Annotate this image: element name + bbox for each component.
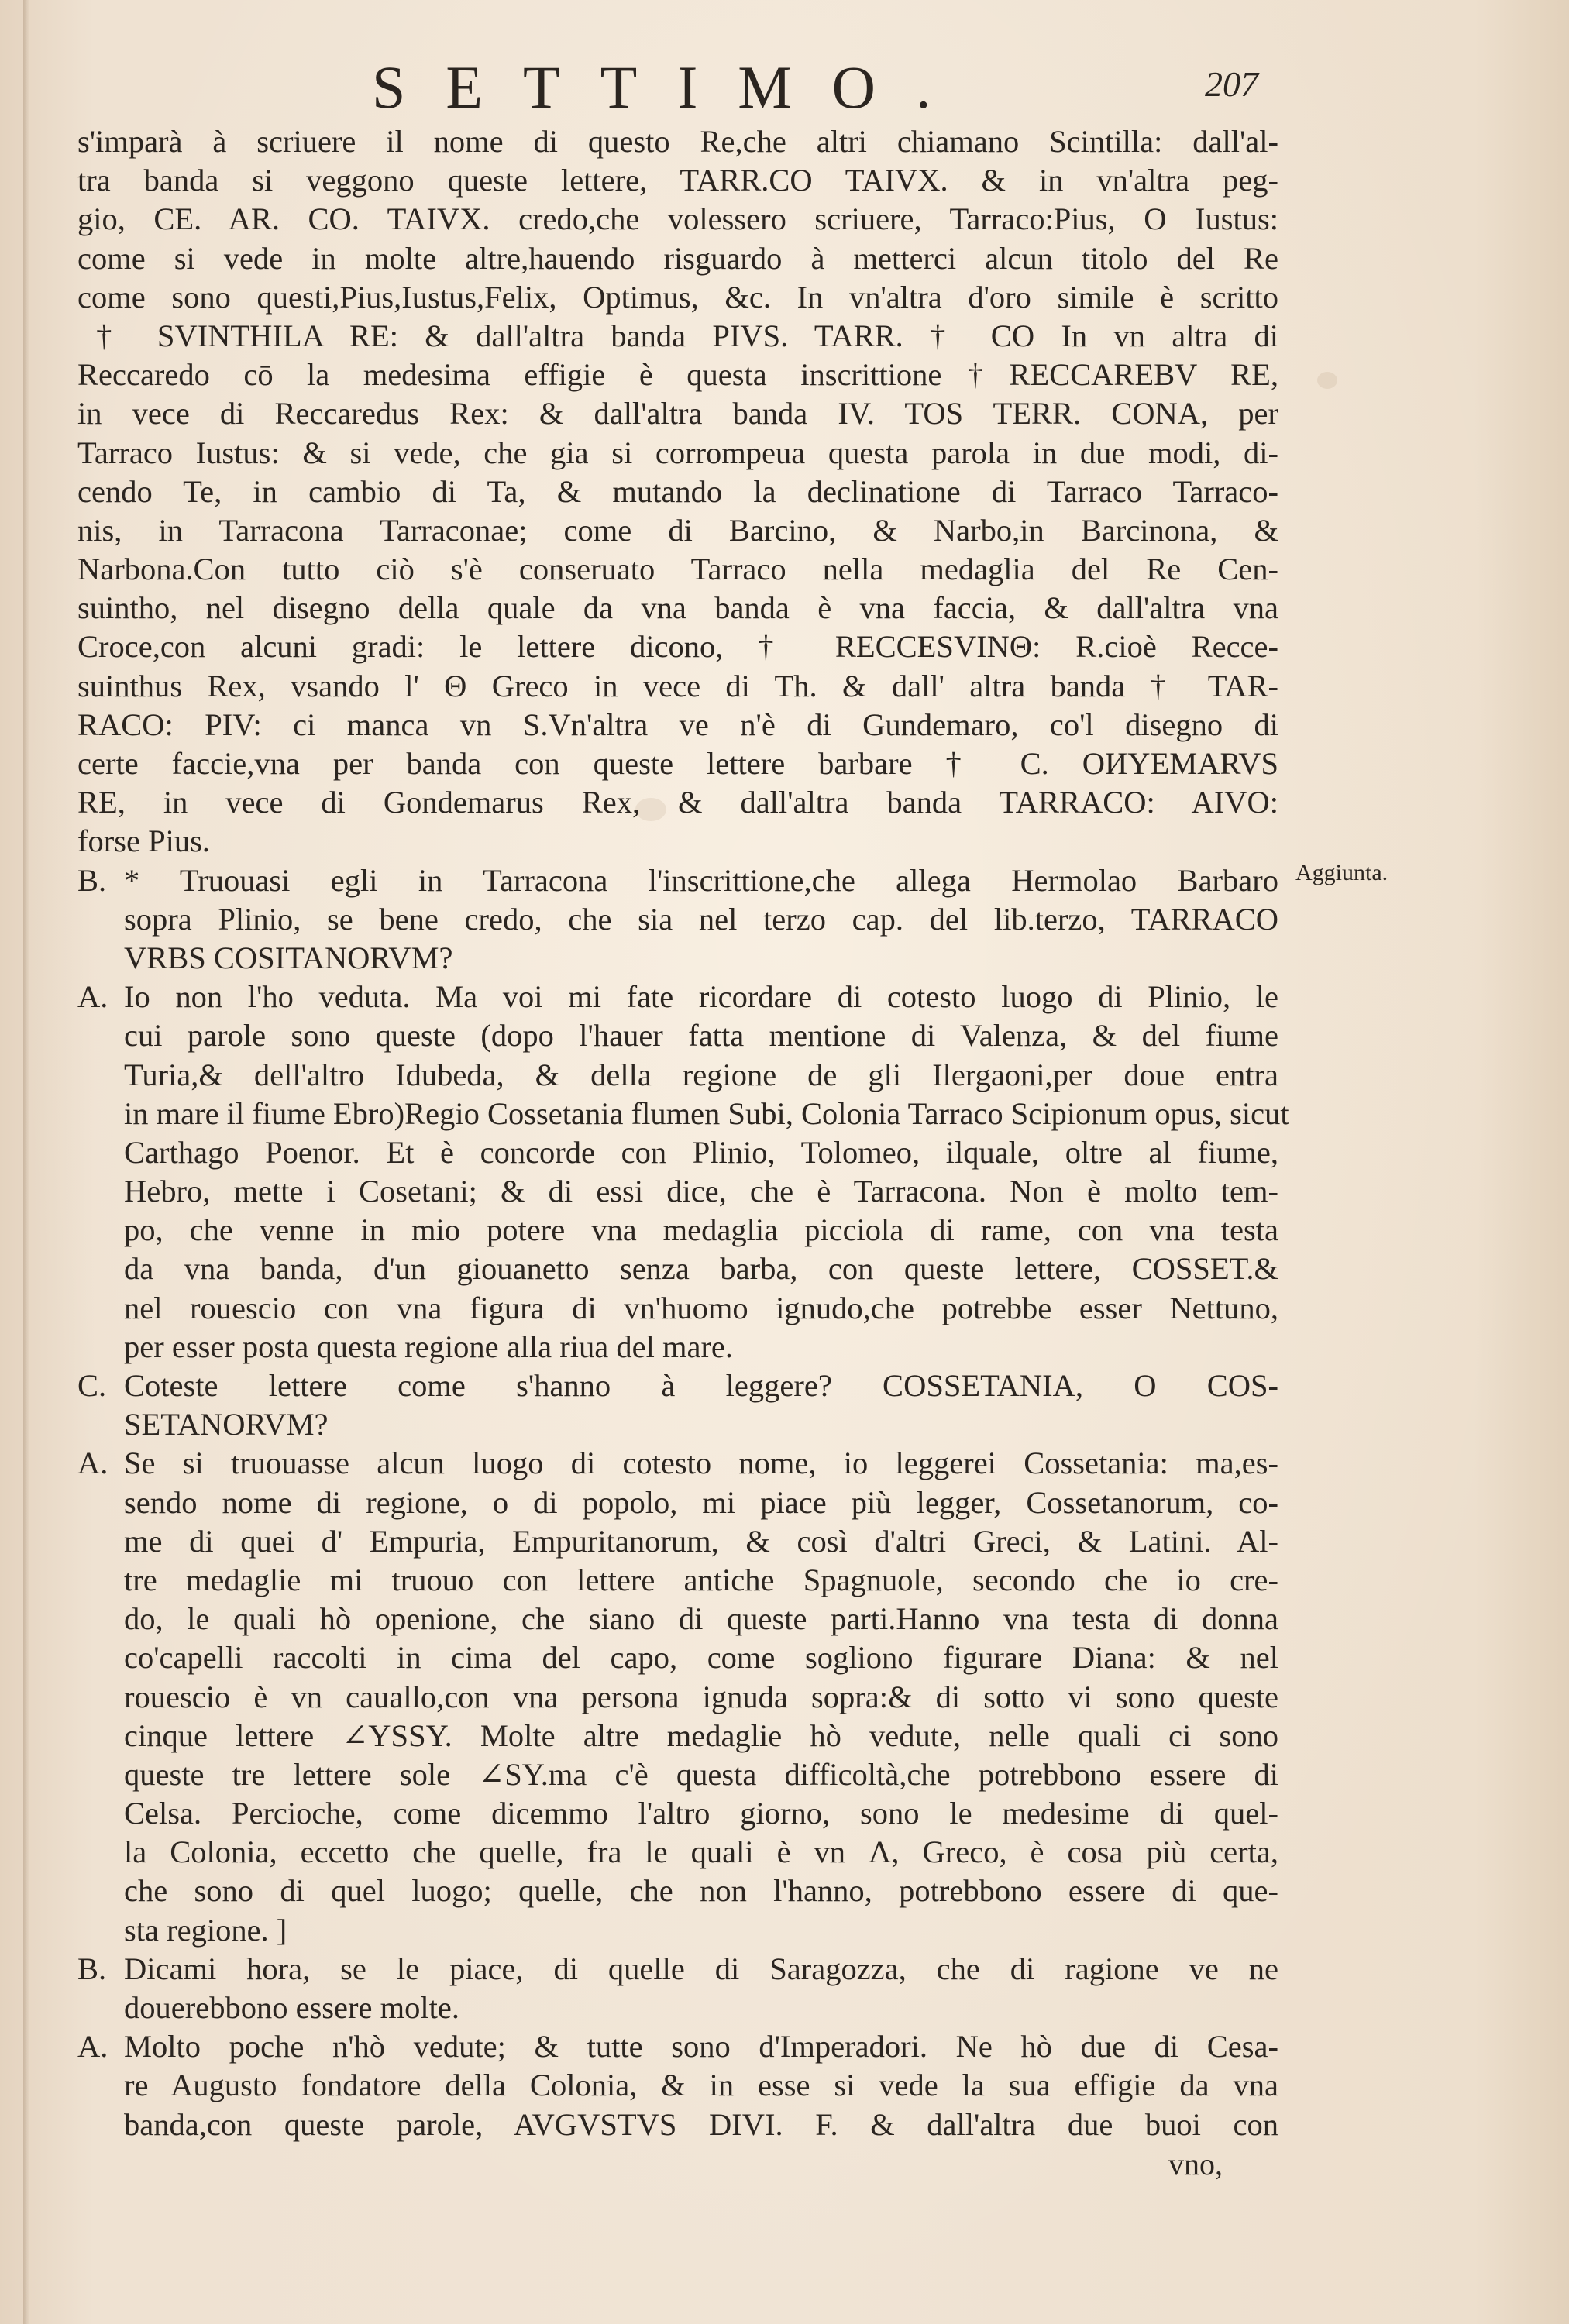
text-line <box>77 627 1278 666</box>
text-line <box>77 1872 1278 1910</box>
text-line <box>77 1444 1278 1483</box>
text-line <box>77 822 1278 861</box>
line-text: gio, CE. AR. CO. TAIVX. credo,che volessero scriuere, Tarraco:Pius, O Iustus: <box>77 201 1278 237</box>
line-text: Molto poche n'hò vedute; & tutte sono d'Imperadori. Ne hò due di Cesa- <box>124 2029 1278 2064</box>
line-text: suinthus Rex, vsando l' Θ Greco in vece di Th. & dall' altra banda † TAR- <box>77 668 1278 703</box>
page-number: 207 <box>1205 64 1258 104</box>
line-text: tre medaglie mi truouo con lettere antiche Spagnuole, secondo che io cre- <box>124 1562 1278 1597</box>
text-line <box>77 122 1278 161</box>
line-text: do, le quali hò openione, che siano di queste parti.Hanno vna testa di donna <box>124 1601 1278 1637</box>
text-line <box>77 239 1278 278</box>
text-line <box>77 1755 1278 1794</box>
line-text: re Augusto fondatore della Colonia, & in esse si vede la sua effigie da vna <box>124 2068 1278 2103</box>
line-text: s'imparà à scriuere il nome di questo Re,che altri chiamano Scintilla: dall'al- <box>77 124 1278 159</box>
text-line <box>77 511 1278 550</box>
text-line <box>77 706 1278 744</box>
line-text: douerebbono essere molte. <box>124 1990 459 2025</box>
line-text: sendo nome di regione, o di popolo, mi piace più legger, Cossetanorum, co- <box>124 1484 1278 1520</box>
text-line <box>77 1289 1278 1328</box>
line-text: Croce,con alcuni gradi: le lettere dicono, † RECCESVINΘ: R.cioè Recce- <box>77 629 1278 665</box>
line-text: la Colonia, eccetto che quelle, fra le quali è vn Λ, Greco, è cosa più certa, <box>124 1834 1278 1870</box>
line-text: cinque lettere ∠YSSY. Molte altre medaglie hò vedute, nelle quali ci sono <box>124 1717 1278 1753</box>
speaker-label: B. <box>77 1951 107 1986</box>
text-line <box>77 667 1278 706</box>
text-line <box>77 394 1278 433</box>
text-line <box>77 900 1278 939</box>
line-text: po, che venne in mio potere vna medaglia picciola di rame, con vna testa <box>124 1212 1278 1248</box>
text-line <box>77 1211 1278 1250</box>
text-line <box>77 1016 1278 1055</box>
text-line <box>77 550 1278 589</box>
text-line <box>77 1561 1278 1600</box>
text-line <box>77 200 1278 239</box>
text-line <box>77 589 1278 627</box>
line-text: Reccaredo cō la medesima effigie è questa inscrittione†RECCAREBV RE, <box>77 357 1278 393</box>
line-text: sopra Plinio, se bene credo, che sia nel terzo cap. del lib.terzo, TARRACO <box>124 901 1278 937</box>
line-text: che sono di quel luogo; quelle, che non l'hanno, potrebbono essere di que- <box>124 1873 1278 1909</box>
line-text: Se si truouasse alcun luogo di cotesto nome, io leggerei Cossetania: ma,es- <box>124 1446 1278 1481</box>
line-text: Tarraco Iustus: & si vede, che gia si corrompeua questa parola in due modi, di- <box>77 435 1278 470</box>
line-text: come si vede in molte altre,hauendo risguardo à metterci alcun titolo del Re <box>77 240 1278 276</box>
text-line <box>77 2066 1278 2105</box>
text-line <box>77 1250 1278 1288</box>
line-text: co'capelli raccolti in cima del capo, come sogliono figurare Diana: & nel <box>124 1640 1278 1676</box>
line-text: cui parole sono queste (dopo l'hauer fatta mentione di Valenza, & del fiume <box>124 1018 1278 1054</box>
line-text: † SVINTHILA RE: & dall'altra banda PIVS. TARR. † CO In vn altra di <box>77 318 1278 353</box>
speaker-label: C. <box>77 1368 107 1403</box>
text-line <box>77 783 1278 822</box>
text-line <box>77 1133 1278 1172</box>
line-text: Celsa. Percioche, come dicemmo l'altro giorno, sono le medesime di quel- <box>124 1796 1278 1831</box>
text-line <box>77 1328 1278 1367</box>
text-line <box>77 1405 1278 1444</box>
line-text: RACO: PIV: ci manca vn S.Vn'altra ve n'è di Gundemaro, co'l disegno di <box>77 706 1278 742</box>
line-text: sta regione. ] <box>124 1912 287 1948</box>
line-text: come sono questi,Pius,Iustus,Felix, Optimus, &c. In vn'altra d'oro simile è scritto <box>77 279 1278 315</box>
line-text: nis, in Tarracona Tarraconae; come di Barcino, & Narbo,in Barcinona, & <box>77 512 1278 548</box>
line-text: suintho, nel disegno della quale da vna banda è vna faccia, & dall'altra vna <box>77 590 1278 626</box>
text-line <box>77 317 1278 356</box>
text-line <box>77 861 1278 900</box>
line-text: Hebro, mette i Cosetani; & di essi dice, che è Tarracona. Non è molto tem- <box>124 1174 1278 1209</box>
line-text: rouescio è vn cauallo,con vna persona ignuda sopra:& di sotto vi sono queste <box>124 1679 1278 1714</box>
speaker-label: B. <box>77 862 107 898</box>
line-text: Narbona.Con tutto ciò s'è conseruato Tarraco nella medaglia del Re Cen- <box>77 552 1278 587</box>
text-line <box>77 1717 1278 1755</box>
line-text: me di quei d' Empuria, Empuritanorum, & così d'altri Greci, & Latini. Al- <box>124 1523 1278 1559</box>
line-text: Turia,& dell'altro Idubeda, & della regione de gli Ilergaoni,per doue entra <box>124 1057 1278 1092</box>
line-text: Carthago Poenor. Et è concorde con Plinio, Tolomeo, ilquale, oltre al fiume, <box>124 1134 1278 1170</box>
line-text: nel rouescio con vna figura di vn'huomo ignudo,che potrebbe esser Nettuno, <box>124 1290 1278 1325</box>
text-line <box>77 1367 1278 1405</box>
line-text: certe faccie,vna per banda con queste lettere barbare † C. OИYEMARVS <box>77 746 1278 781</box>
paper-stain <box>1317 372 1337 389</box>
text-line <box>77 939 1278 978</box>
text-line <box>77 978 1278 1016</box>
text-line <box>77 1522 1278 1561</box>
running-head: SETTIMO. <box>372 53 972 121</box>
line-text: Coteste lettere come s'hanno à leggere? COSSETANIA, O COS- <box>124 1368 1278 1403</box>
speaker-label: A. <box>77 2029 108 2064</box>
text-line <box>77 1483 1278 1522</box>
text-line <box>77 1911 1278 1950</box>
text-line <box>77 278 1278 317</box>
line-text: RE, in vece di Gondemarus Rex, & dall'altra banda TARRACO: AIVO: <box>77 785 1278 820</box>
text-line <box>77 1095 1289 1133</box>
catchword: vno, <box>1168 2147 1223 2181</box>
text-line <box>77 356 1278 394</box>
text-line <box>77 1989 1278 2027</box>
text-line <box>77 1833 1278 1872</box>
text-line <box>77 1056 1278 1095</box>
line-text: da vna banda, d'un giouanetto senza barba, con queste lettere, COSSET.& <box>124 1251 1278 1287</box>
text-line <box>77 161 1278 200</box>
line-text: banda,con queste parole, AVGVSTVS DIVI. F. & dall'altra due buoi con <box>124 2106 1278 2142</box>
line-text: in vece di Reccaredus Rex: & dall'altra banda IV. TOS TERR. CONA, per <box>77 396 1278 431</box>
line-text: Io non l'ho veduta. Ma voi mi fate ricordare di cotesto luogo di Plinio, le <box>124 979 1278 1015</box>
line-text: queste tre lettere sole ∠SY.ma c'è questa difficoltà,che potrebbono essere di <box>124 1756 1278 1792</box>
text-line <box>77 2106 1278 2144</box>
text-line <box>77 434 1278 473</box>
text-line <box>77 2027 1278 2066</box>
line-text: * Truouasi egli in Tarracona l'inscrittione,che allega Hermolao Barbaro <box>124 862 1278 898</box>
text-line <box>77 1172 1278 1211</box>
text-line <box>77 1950 1278 1989</box>
page-gutter-shadow <box>23 0 29 2324</box>
line-text: per esser posta questa regione alla riua del mare. <box>124 1329 734 1364</box>
text-line <box>77 744 1278 783</box>
line-text: SETANORVM? <box>124 1407 329 1442</box>
line-text: tra banda si veggono queste lettere, TARR.CO TAIVX. & in vn'altra peg- <box>77 163 1278 198</box>
line-text: VRBS COSITANORVM? <box>124 940 453 975</box>
line-text: in mare il fiume Ebro)Regio Cossetania flumen Subi, Colonia Tarraco Scipionum opus, sicut <box>124 1095 1289 1131</box>
line-text: cendo Te, in cambio di Ta, & mutando la declinatione di Tarraco Tarraco- <box>77 473 1278 509</box>
speaker-label: A. <box>77 979 108 1015</box>
text-line <box>77 1794 1278 1833</box>
line-text: forse Pius. <box>77 823 210 859</box>
text-line <box>77 473 1278 511</box>
speaker-label: A. <box>77 1446 108 1481</box>
body-text <box>77 122 1289 2144</box>
text-line <box>77 1600 1278 1638</box>
margin-note: Aggiunta. <box>1295 860 1388 885</box>
line-text: Dicami hora, se le piace, di quelle di Saragozza, che di ragione ve ne <box>124 1951 1278 1986</box>
text-line <box>77 1678 1278 1717</box>
text-line <box>77 1638 1278 1677</box>
